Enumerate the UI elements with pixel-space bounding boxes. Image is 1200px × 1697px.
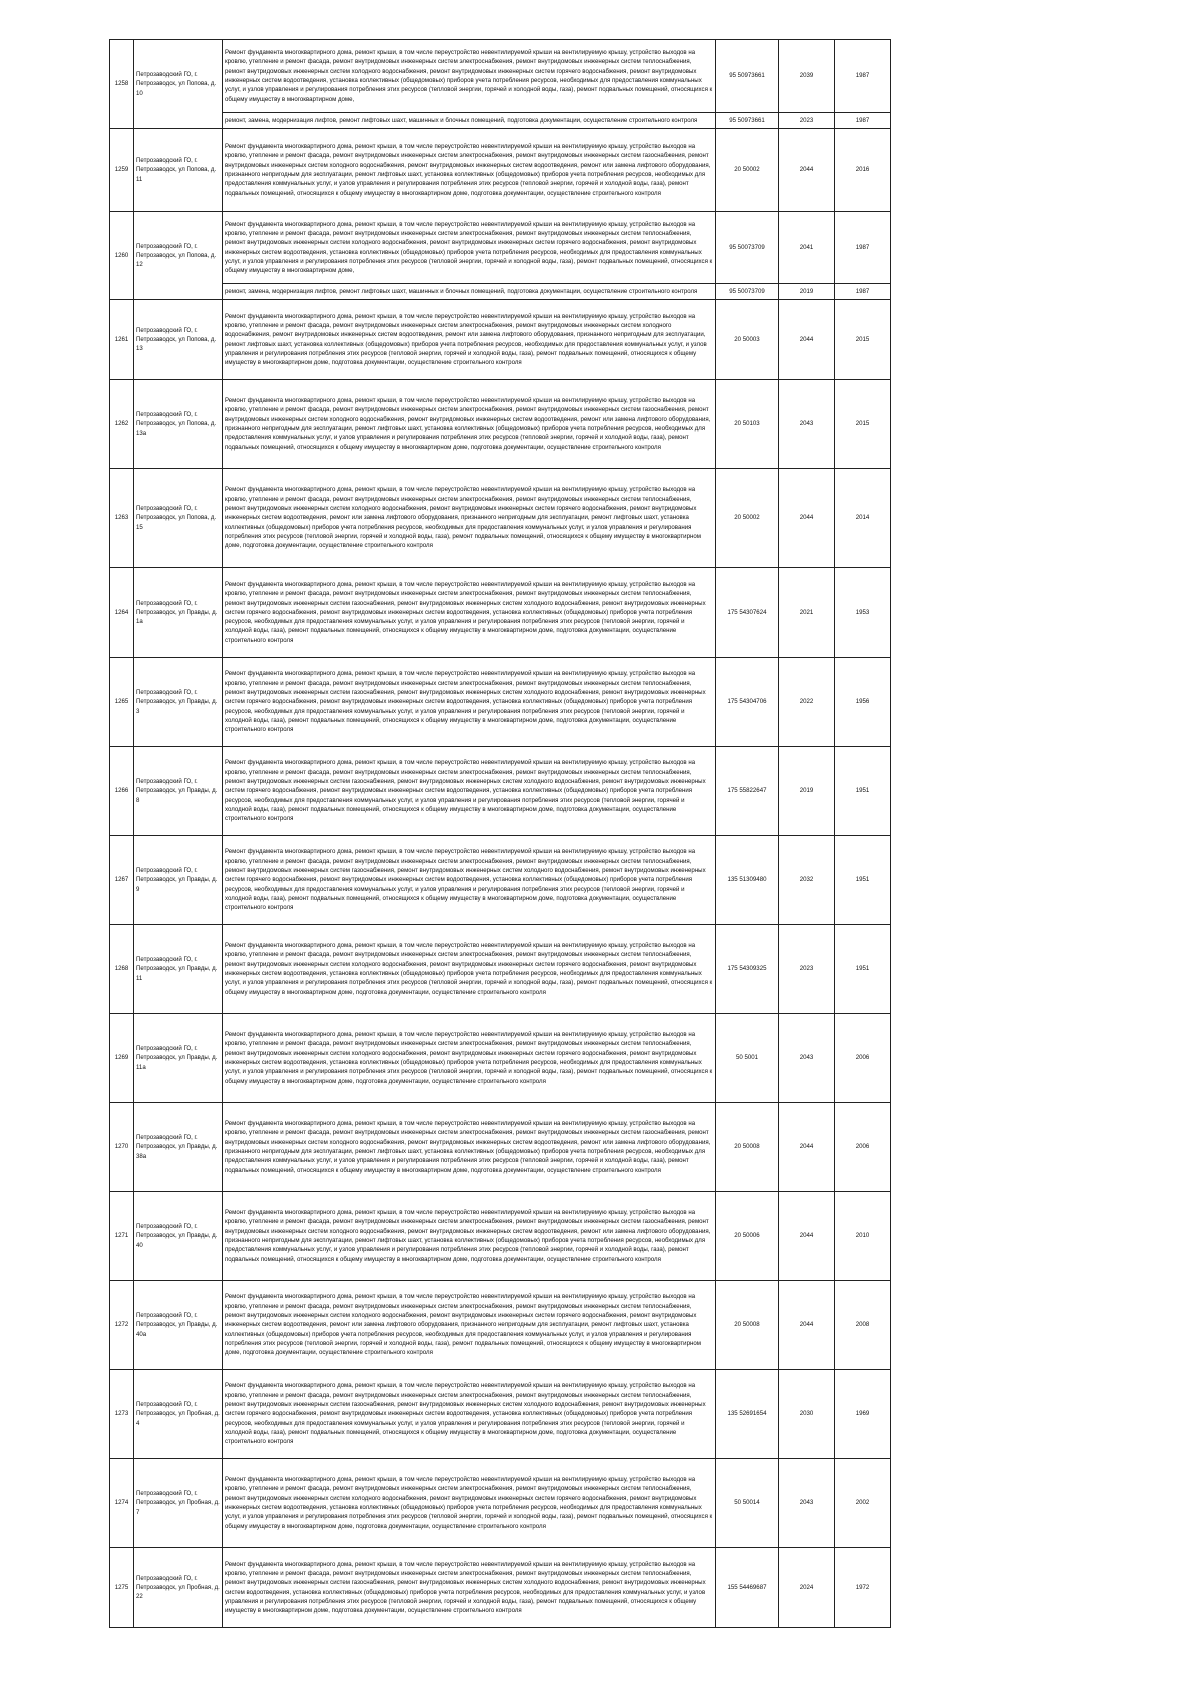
repair-year-cell: 2024 (779, 1548, 835, 1628)
works-cell: Ремонт фундамента многоквартирного дома, ремонт крыши, в том числе переустройство невентилируемой крыши на вентилируемую крышу, устройство выходов на кровлю, утепление и ремонт фасада, ремонт внутридомовых инженерных систем электроснабжения, ремонт внутридомовых инженерных систем теплоснабжения, ремонт внутридомовых инженерных систем газоснабжения, ремонт внутридомовых инженерных систем холодного водоснабжения, ремонт внутридомовых инженерных систем водоотведения, установка коллективных (общедомовых) приборов учета потребления ресурсов, необходимых для предоставления коммунальных услуг, и узлов управления и регулирования потребления этих ресурсов (тепловой энергии, горячей и холодной воды, газа), ремонт подвальных помещений, относящихся к общему имуществу в многоквартирном доме, подготовка документации, осуществление строительного контроля (223, 1548, 716, 1628)
built-year-cell: 2008 (835, 1281, 891, 1370)
table-row (110, 212, 891, 284)
cost-cell: 155 54469687 (716, 1548, 779, 1628)
built-year-cell: 1956 (835, 658, 891, 747)
address-cell: Петрозаводский ГО, г. Петрозаводск, ул Попова, д. 15 (134, 469, 223, 568)
built-year-cell: 1987 (835, 113, 891, 129)
repair-year-cell: 2044 (779, 1281, 835, 1370)
address-cell: Петрозаводский ГО, г. Петрозаводск, ул Правды, д. 11 (134, 925, 223, 1014)
cost-cell: 95 50973661 (716, 40, 779, 113)
repair-year-cell: 2023 (779, 925, 835, 1014)
cost-cell: 20 50002 (716, 129, 779, 212)
repair-year-cell: 2044 (779, 300, 835, 380)
cost-cell: 175 54307624 (716, 568, 779, 658)
address-cell: Петрозаводский ГО, г. Петрозаводск, ул Правды, д. 40а (134, 1281, 223, 1370)
cost-cell: 20 50006 (716, 1192, 779, 1281)
table-row (110, 658, 891, 747)
built-year-cell: 2006 (835, 1103, 891, 1192)
cost-cell: 20 50003 (716, 300, 779, 380)
works-cell: Ремонт фундамента многоквартирного дома, ремонт крыши, в том числе переустройство невентилируемой крыши на вентилируемую крышу, устройство выходов на кровлю, утепление и ремонт фасада, ремонт внутридомовых инженерных систем электроснабжения, ремонт внутридомовых инженерных систем теплоснабжения, ремонт внутридомовых инженерных систем газоснабжения, ремонт внутридомовых инженерных систем холодного водоснабжения, ремонт внутридомовых инженерных систем горячего водоснабжения, ремонт внутридомовых инженерных систем водоотведения, установка коллективных (общедомовых) приборов учета потребления ресурсов, необходимых для предоставления коммунальных услуг, и узлов управления и регулирования потребления этих ресурсов (тепловой энергии, горячей и холодной воды, газа), ремонт подвальных помещений, относящихся к общему имуществу в многоквартирном доме, подготовка документации, осуществление строительного контроля (223, 747, 716, 836)
table-row (110, 568, 891, 658)
address-cell: Петрозаводский ГО, г. Петрозаводск, ул Пробная, д. 4 (134, 1370, 223, 1459)
works-cell: Ремонт фундамента многоквартирного дома, ремонт крыши, в том числе переустройство невентилируемой крыши на вентилируемую крышу, устройство выходов на кровлю, утепление и ремонт фасада, ремонт внутридомовых инженерных систем электроснабжения, ремонт внутридомовых инженерных систем теплоснабжения, ремонт внутридомовых инженерных систем газоснабжения, ремонт внутридомовых инженерных систем холодного водоснабжения, ремонт внутридомовых инженерных систем горячего водоснабжения, ремонт внутридомовых инженерных систем водоотведения, установка коллективных (общедомовых) приборов учета потребления ресурсов, необходимых для предоставления коммунальных услуг, и узлов управления и регулирования потребления этих ресурсов (тепловой энергии, горячей и холодной воды, газа), ремонт подвальных помещений, относящихся к общему имуществу в многоквартирном доме, подготовка документации, осуществление строительного контроля (223, 568, 716, 658)
works-cell: Ремонт фундамента многоквартирного дома, ремонт крыши, в том числе переустройство невентилируемой крыши на вентилируемую крышу, устройство выходов на кровлю, утепление и ремонт фасада, ремонт внутридомовых инженерных систем электроснабжения, ремонт внутридомовых инженерных систем холодного водоснабжения, ремонт внутридомовых инженерных систем водоотведения, ремонт или замена лифтового оборудования, признанного непригодным для эксплуатации, ремонт лифтовых шахт, установка коллективных (общедомовых) приборов учета потребления ресурсов, необходимых для предоставления коммунальных услуг, и узлов управления и регулирования потребления этих ресурсов (тепловой энергии, горячей и холодной воды, газа), ремонт подвальных помещений, относящихся к общему имуществу в многоквартирном доме, подготовка документации, осуществление строительного контроля (223, 300, 716, 380)
works-cell: Ремонт фундамента многоквартирного дома, ремонт крыши, в том числе переустройство невентилируемой крыши на вентилируемую крышу, устройство выходов на кровлю, утепление и ремонт фасада, ремонт внутридомовых инженерных систем электроснабжения, ремонт внутридомовых инженерных систем теплоснабжения, ремонт внутридомовых инженерных систем холодного водоснабжения, ремонт внутридомовых инженерных систем горячего водоснабжения, ремонт внутридомовых инженерных систем водоотведения, установка коллективных (общедомовых) приборов учета потребления ресурсов, необходимых для предоставления коммунальных услуг, и узлов управления и регулирования потребления этих ресурсов (тепловой энергии, горячей и холодной воды, газа), ремонт подвальных помещений, относящихся к общему имуществу в многоквартирном доме, (223, 212, 716, 284)
table-row (110, 129, 891, 212)
repair-year-cell: 2044 (779, 1103, 835, 1192)
table-row (110, 836, 891, 925)
row-number: 1275 (110, 1548, 134, 1628)
built-year-cell: 1987 (835, 212, 891, 284)
works-cell: ремонт, замена, модернизация лифтов, ремонт лифтовых шахт, машинных и блочных помещений, подготовка документации, осуществление строительного контроля (223, 284, 716, 300)
cost-cell: 50 50014 (716, 1459, 779, 1548)
works-cell: ремонт, замена, модернизация лифтов, ремонт лифтовых шахт, машинных и блочных помещений, подготовка документации, осуществление строительного контроля (223, 113, 716, 129)
repair-year-cell: 2041 (779, 212, 835, 284)
repair-year-cell: 2022 (779, 658, 835, 747)
repair-year-cell: 2019 (779, 284, 835, 300)
works-cell: Ремонт фундамента многоквартирного дома, ремонт крыши, в том числе переустройство невентилируемой крыши на вентилируемую крышу, устройство выходов на кровлю, утепление и ремонт фасада, ремонт внутридомовых инженерных систем электроснабжения, ремонт внутридомовых инженерных систем теплоснабжения, ремонт внутридомовых инженерных систем газоснабжения, ремонт внутридомовых инженерных систем холодного водоснабжения, ремонт внутридомовых инженерных систем горячего водоснабжения, ремонт внутридомовых инженерных систем водоотведения, установка коллективных (общедомовых) приборов учета потребления ресурсов, необходимых для предоставления коммунальных услуг, и узлов управления и регулирования потребления этих ресурсов (тепловой энергии, горячей и холодной воды, газа), ремонт подвальных помещений, относящихся к общему имуществу в многоквартирном доме, подготовка документации, осуществление строительного контроля (223, 658, 716, 747)
built-year-cell: 1951 (835, 925, 891, 1014)
row-number: 1271 (110, 1192, 134, 1281)
repair-year-cell: 2023 (779, 113, 835, 129)
cost-cell: 95 50973661 (716, 113, 779, 129)
works-cell: Ремонт фундамента многоквартирного дома, ремонт крыши, в том числе переустройство невентилируемой крыши на вентилируемую крышу, устройство выходов на кровлю, утепление и ремонт фасада, ремонт внутридомовых инженерных систем электроснабжения, ремонт внутридомовых инженерных систем теплоснабжения, ремонт внутридомовых инженерных систем холодного водоснабжения, ремонт внутридомовых инженерных систем горячего водоснабжения, ремонт внутридомовых инженерных систем водоотведения, ремонт или замена лифтового оборудования, признанного непригодным для эксплуатации, ремонт лифтовых шахт, установка коллективных (общедомовых) приборов учета потребления ресурсов, необходимых для предоставления коммунальных услуг, и узлов управления и регулирования потребления этих ресурсов (тепловой энергии, горячей и холодной воды, газа), ремонт подвальных помещений, относящихся к общему имуществу в многоквартирном доме, подготовка документации, осуществление строительного контроля (223, 469, 716, 568)
address-cell: Петрозаводский ГО, г. Петрозаводск, ул Правды, д. 40 (134, 1192, 223, 1281)
cost-cell: 95 50073709 (716, 212, 779, 284)
row-number: 1263 (110, 469, 134, 568)
built-year-cell: 1953 (835, 568, 891, 658)
repair-year-cell: 2030 (779, 1370, 835, 1459)
table-row (110, 1548, 891, 1628)
cost-cell: 175 54304706 (716, 658, 779, 747)
repair-year-cell: 2044 (779, 1192, 835, 1281)
cost-cell: 50 5001 (716, 1014, 779, 1103)
row-number: 1265 (110, 658, 134, 747)
repair-year-cell: 2044 (779, 129, 835, 212)
table-row (110, 747, 891, 836)
cost-cell: 175 55822647 (716, 747, 779, 836)
built-year-cell: 2002 (835, 1459, 891, 1548)
works-cell: Ремонт фундамента многоквартирного дома, ремонт крыши, в том числе переустройство невентилируемой крыши на вентилируемую крышу, устройство выходов на кровлю, утепление и ремонт фасада, ремонт внутридомовых инженерных систем электроснабжения, ремонт внутридомовых инженерных систем теплоснабжения, ремонт внутридомовых инженерных систем холодного водоснабжения, ремонт внутридомовых инженерных систем горячего водоснабжения, ремонт внутридомовых инженерных систем водоотведения, ремонт или замена лифтового оборудования, признанного непригодным для эксплуатации, ремонт лифтовых шахт, установка коллективных (общедомовых) приборов учета потребления ресурсов, необходимых для предоставления коммунальных услуг, и узлов управления и регулирования потребления этих ресурсов (тепловой энергии, горячей и холодной воды, газа), ремонт подвальных помещений, относящихся к общему имуществу в многоквартирном доме, подготовка документации, осуществление строительного контроля (223, 1281, 716, 1370)
row-number: 1262 (110, 380, 134, 469)
row-number: 1273 (110, 1370, 134, 1459)
cost-cell: 20 50008 (716, 1281, 779, 1370)
works-cell: Ремонт фундамента многоквартирного дома, ремонт крыши, в том числе переустройство невентилируемой крыши на вентилируемую крышу, устройство выходов на кровлю, утепление и ремонт фасада, ремонт внутридомовых инженерных систем электроснабжения, ремонт внутридомовых инженерных систем газоснабжения, ремонт внутридомовых инженерных систем холодного водоснабжения, ремонт внутридомовых инженерных систем водоотведения, ремонт или замена лифтового оборудования, признанного непригодным для эксплуатации, ремонт лифтовых шахт, установка коллективных (общедомовых) приборов учета потребления ресурсов, необходимых для предоставления коммунальных услуг, и узлов управления и регулирования потребления этих ресурсов (тепловой энергии, горячей и холодной воды, газа), ремонт подвальных помещений, относящихся к общему имуществу в многоквартирном доме, подготовка документации, осуществление строительного контроля (223, 1192, 716, 1281)
built-year-cell: 1987 (835, 284, 891, 300)
built-year-cell: 2006 (835, 1014, 891, 1103)
cost-cell: 95 50073709 (716, 284, 779, 300)
table-row (110, 469, 891, 568)
table-subrow (110, 113, 891, 129)
address-cell: Петрозаводский ГО, г. Петрозаводск, ул Правды, д. 9 (134, 836, 223, 925)
works-cell: Ремонт фундамента многоквартирного дома, ремонт крыши, в том числе переустройство невентилируемой крыши на вентилируемую крышу, устройство выходов на кровлю, утепление и ремонт фасада, ремонт внутридомовых инженерных систем электроснабжения, ремонт внутридомовых инженерных систем теплоснабжения, ремонт внутридомовых инженерных систем холодного водоснабжения, ремонт внутридомовых инженерных систем горячего водоснабжения, ремонт внутридомовых инженерных систем водоотведения, установка коллективных (общедомовых) приборов учета потребления ресурсов, необходимых для предоставления коммунальных услуг, и узлов управления и регулирования потребления этих ресурсов (тепловой энергии, горячей и холодной воды, газа), ремонт подвальных помещений, относящихся к общему имуществу в многоквартирном доме, подготовка документации, осуществление строительного контроля (223, 925, 716, 1014)
repair-year-cell: 2032 (779, 836, 835, 925)
row-number: 1258 (110, 40, 134, 129)
row-number: 1268 (110, 925, 134, 1014)
row-number: 1264 (110, 568, 134, 658)
address-cell: Петрозаводский ГО, г. Петрозаводск, ул Правды, д. 11а (134, 1014, 223, 1103)
repair-year-cell: 2043 (779, 1014, 835, 1103)
works-cell: Ремонт фундамента многоквартирного дома, ремонт крыши, в том числе переустройство невентилируемой крыши на вентилируемую крышу, устройство выходов на кровлю, утепление и ремонт фасада, ремонт внутридомовых инженерных систем электроснабжения, ремонт внутридомовых инженерных систем теплоснабжения, ремонт внутридомовых инженерных систем холодного водоснабжения, ремонт внутридомовых инженерных систем горячего водоснабжения, ремонт внутридомовых инженерных систем водоотведения, установка коллективных (общедомовых) приборов учета потребления ресурсов, необходимых для предоставления коммунальных услуг, и узлов управления и регулирования потребления этих ресурсов (тепловой энергии, горячей и холодной воды, газа), ремонт подвальных помещений, относящихся к общему имуществу в многоквартирном доме, подготовка документации, осуществление строительного контроля (223, 1459, 716, 1548)
table-row (110, 40, 891, 113)
works-cell: Ремонт фундамента многоквартирного дома, ремонт крыши, в том числе переустройство невентилируемой крыши на вентилируемую крышу, устройство выходов на кровлю, утепление и ремонт фасада, ремонт внутридомовых инженерных систем электроснабжения, ремонт внутридомовых инженерных систем газоснабжения, ремонт внутридомовых инженерных систем холодного водоснабжения, ремонт внутридомовых инженерных систем водоотведения, ремонт или замена лифтового оборудования, признанного непригодным для эксплуатации, ремонт лифтовых шахт, установка коллективных (общедомовых) приборов учета потребления ресурсов, необходимых для предоставления коммунальных услуг, и узлов управления и регулирования потребления этих ресурсов (тепловой энергии, горячей и холодной воды, газа), ремонт подвальных помещений, относящихся к общему имуществу в многоквартирном доме, подготовка документации, осуществление строительного контроля (223, 380, 716, 469)
works-cell: Ремонт фундамента многоквартирного дома, ремонт крыши, в том числе переустройство невентилируемой крыши на вентилируемую крышу, устройство выходов на кровлю, утепление и ремонт фасада, ремонт внутридомовых инженерных систем электроснабжения, ремонт внутридомовых инженерных систем газоснабжения, ремонт внутридомовых инженерных систем холодного водоснабжения, ремонт внутридомовых инженерных систем водоотведения, ремонт или замена лифтового оборудования, признанного непригодным для эксплуатации, ремонт лифтовых шахт, установка коллективных (общедомовых) приборов учета потребления ресурсов, необходимых для предоставления коммунальных услуг, и узлов управления и регулирования потребления этих ресурсов (тепловой энергии, горячей и холодной воды, газа), ремонт подвальных помещений, относящихся к общему имуществу в многоквартирном доме, подготовка документации, осуществление строительного контроля (223, 1103, 716, 1192)
built-year-cell: 1951 (835, 747, 891, 836)
table-row (110, 1014, 891, 1103)
address-cell: Петрозаводский ГО, г. Петрозаводск, ул Попова, д. 13 (134, 300, 223, 380)
address-cell: Петрозаводский ГО, г. Петрозаводск, ул Попова, д. 12 (134, 212, 223, 300)
works-cell: Ремонт фундамента многоквартирного дома, ремонт крыши, в том числе переустройство невентилируемой крыши на вентилируемую крышу, устройство выходов на кровлю, утепление и ремонт фасада, ремонт внутридомовых инженерных систем электроснабжения, ремонт внутридомовых инженерных систем теплоснабжения, ремонт внутридомовых инженерных систем газоснабжения, ремонт внутридомовых инженерных систем холодного водоснабжения, ремонт внутридомовых инженерных систем горячего водоснабжения, ремонт внутридомовых инженерных систем водоотведения, установка коллективных (общедомовых) приборов учета потребления ресурсов, необходимых для предоставления коммунальных услуг, и узлов управления и регулирования потребления этих ресурсов (тепловой энергии, горячей и холодной воды, газа), ремонт подвальных помещений, относящихся к общему имуществу в многоквартирном доме, подготовка документации, осуществление строительного контроля (223, 1370, 716, 1459)
built-year-cell: 2016 (835, 129, 891, 212)
cost-cell: 20 50103 (716, 380, 779, 469)
repair-year-cell: 2044 (779, 469, 835, 568)
address-cell: Петрозаводский ГО, г. Петрозаводск, ул Правды, д. 1а (134, 568, 223, 658)
built-year-cell: 1987 (835, 40, 891, 113)
table-row (110, 300, 891, 380)
cost-cell: 20 50008 (716, 1103, 779, 1192)
row-number: 1267 (110, 836, 134, 925)
works-cell: Ремонт фундамента многоквартирного дома, ремонт крыши, в том числе переустройство невентилируемой крыши на вентилируемую крышу, устройство выходов на кровлю, утепление и ремонт фасада, ремонт внутридомовых инженерных систем электроснабжения, ремонт внутридомовых инженерных систем газоснабжения, ремонт внутридомовых инженерных систем холодного водоснабжения, ремонт внутридомовых инженерных систем водоотведения, ремонт или замена лифтового оборудования, признанного непригодным для эксплуатации, ремонт лифтовых шахт, установка коллективных (общедомовых) приборов учета потребления ресурсов, необходимых для предоставления коммунальных услуг, и узлов управления и регулирования потребления этих ресурсов (тепловой энергии, горячей и холодной воды, газа), ремонт подвальных помещений, относящихся к общему имуществу в многоквартирном доме, подготовка документации, осуществление строительного контроля (223, 129, 716, 212)
capital-repair-table (109, 39, 891, 1628)
built-year-cell: 1951 (835, 836, 891, 925)
table-subrow (110, 284, 891, 300)
row-number: 1272 (110, 1281, 134, 1370)
built-year-cell: 2015 (835, 300, 891, 380)
works-cell: Ремонт фундамента многоквартирного дома, ремонт крыши, в том числе переустройство невентилируемой крыши на вентилируемую крышу, устройство выходов на кровлю, утепление и ремонт фасада, ремонт внутридомовых инженерных систем электроснабжения, ремонт внутридомовых инженерных систем теплоснабжения, ремонт внутридомовых инженерных систем холодного водоснабжения, ремонт внутридомовых инженерных систем горячего водоснабжения, ремонт внутридомовых инженерных систем водоотведения, установка коллективных (общедомовых) приборов учета потребления ресурсов, необходимых для предоставления коммунальных услуг, и узлов управления и регулирования потребления этих ресурсов (тепловой энергии, горячей и холодной воды, газа), ремонт подвальных помещений, относящихся к общему имуществу в многоквартирном доме, (223, 40, 716, 113)
address-cell: Петрозаводский ГО, г. Петрозаводск, ул Попова, д. 10 (134, 40, 223, 129)
built-year-cell: 1972 (835, 1548, 891, 1628)
built-year-cell: 2014 (835, 469, 891, 568)
row-number: 1270 (110, 1103, 134, 1192)
table-row (110, 1459, 891, 1548)
row-number: 1266 (110, 747, 134, 836)
address-cell: Петрозаводский ГО, г. Петрозаводск, ул Пробная, д. 7 (134, 1459, 223, 1548)
row-number: 1274 (110, 1459, 134, 1548)
address-cell: Петрозаводский ГО, г. Петрозаводск, ул Попова, д. 11 (134, 129, 223, 212)
cost-cell: 175 54309325 (716, 925, 779, 1014)
works-cell: Ремонт фундамента многоквартирного дома, ремонт крыши, в том числе переустройство невентилируемой крыши на вентилируемую крышу, устройство выходов на кровлю, утепление и ремонт фасада, ремонт внутридомовых инженерных систем электроснабжения, ремонт внутридомовых инженерных систем теплоснабжения, ремонт внутридомовых инженерных систем газоснабжения, ремонт внутридомовых инженерных систем холодного водоснабжения, ремонт внутридомовых инженерных систем горячего водоснабжения, ремонт внутридомовых инженерных систем водоотведения, установка коллективных (общедомовых) приборов учета потребления ресурсов, необходимых для предоставления коммунальных услуг, и узлов управления и регулирования потребления этих ресурсов (тепловой энергии, горячей и холодной воды, газа), ремонт подвальных помещений, относящихся к общему имуществу в многоквартирном доме, подготовка документации, осуществление строительного контроля (223, 836, 716, 925)
address-cell: Петрозаводский ГО, г. Петрозаводск, ул Правды, д. 8 (134, 747, 223, 836)
table-row (110, 380, 891, 469)
repair-year-cell: 2043 (779, 380, 835, 469)
row-number: 1259 (110, 129, 134, 212)
built-year-cell: 1969 (835, 1370, 891, 1459)
repair-year-cell: 2043 (779, 1459, 835, 1548)
works-cell: Ремонт фундамента многоквартирного дома, ремонт крыши, в том числе переустройство невентилируемой крыши на вентилируемую крышу, устройство выходов на кровлю, утепление и ремонт фасада, ремонт внутридомовых инженерных систем электроснабжения, ремонт внутридомовых инженерных систем теплоснабжения, ремонт внутридомовых инженерных систем холодного водоснабжения, ремонт внутридомовых инженерных систем горячего водоснабжения, ремонт внутридомовых инженерных систем водоотведения, установка коллективных (общедомовых) приборов учета потребления ресурсов, необходимых для предоставления коммунальных услуг, и узлов управления и регулирования потребления этих ресурсов (тепловой энергии, горячей и холодной воды, газа), ремонт подвальных помещений, относящихся к общему имуществу в многоквартирном доме, подготовка документации, осуществление строительного контроля (223, 1014, 716, 1103)
built-year-cell: 2010 (835, 1192, 891, 1281)
address-cell: Петрозаводский ГО, г. Петрозаводск, ул Правды, д. 3 (134, 658, 223, 747)
built-year-cell: 2015 (835, 380, 891, 469)
row-number: 1260 (110, 212, 134, 300)
repair-year-cell: 2019 (779, 747, 835, 836)
row-number: 1261 (110, 300, 134, 380)
address-cell: Петрозаводский ГО, г. Петрозаводск, ул Пробная, д. 22 (134, 1548, 223, 1628)
repair-year-cell: 2039 (779, 40, 835, 113)
address-cell: Петрозаводский ГО, г. Петрозаводск, ул Правды, д. 38а (134, 1103, 223, 1192)
table-row (110, 1370, 891, 1459)
table-row (110, 925, 891, 1014)
address-cell: Петрозаводский ГО, г. Петрозаводск, ул Попова, д. 13а (134, 380, 223, 469)
table-row (110, 1103, 891, 1192)
table-row (110, 1281, 891, 1370)
cost-cell: 135 52691654 (716, 1370, 779, 1459)
row-number: 1269 (110, 1014, 134, 1103)
table-row (110, 1192, 891, 1281)
cost-cell: 20 50002 (716, 469, 779, 568)
repair-year-cell: 2021 (779, 568, 835, 658)
cost-cell: 135 51309480 (716, 836, 779, 925)
